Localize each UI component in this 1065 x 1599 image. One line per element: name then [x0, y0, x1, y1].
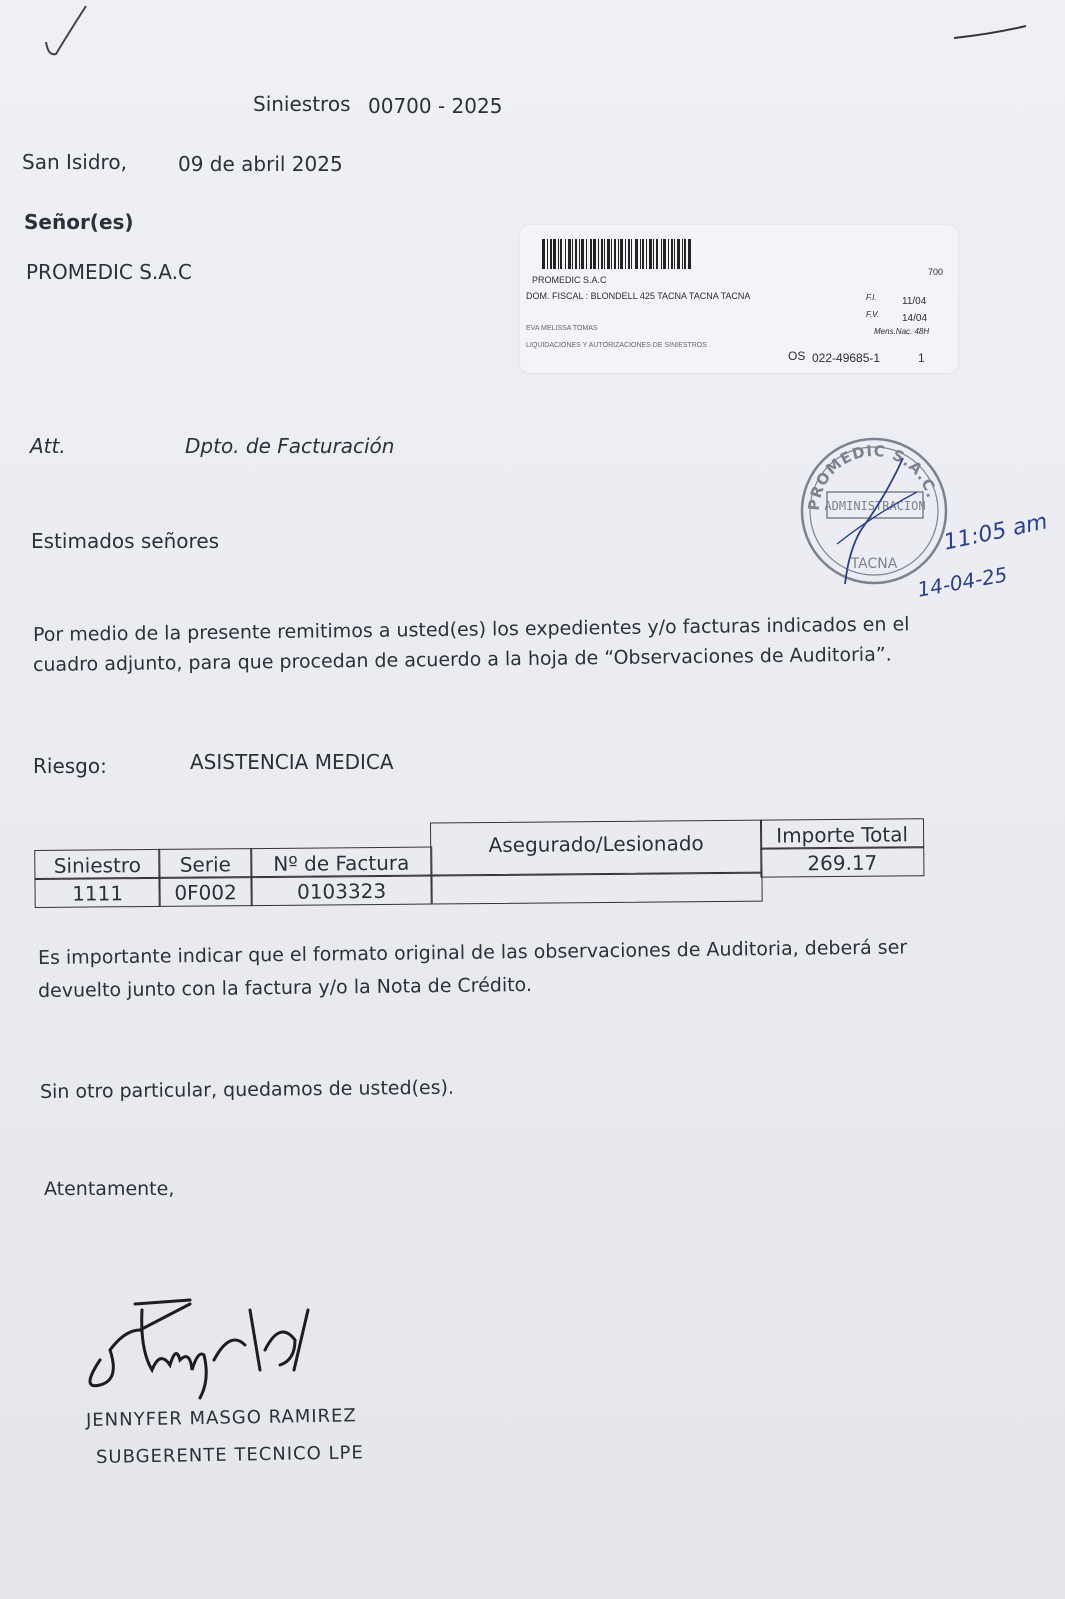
- note-line-2: devuelto junto con la factura y/o la Nota de Crédito.: [37, 973, 533, 1002]
- label-company: PROMEDIC S.A.C: [532, 275, 607, 285]
- reception-label: [520, 225, 958, 373]
- label-fv-label: F.V.: [866, 310, 880, 319]
- table-header: Nº de Factura: [250, 847, 432, 879]
- table-cell: 0F002: [158, 876, 252, 907]
- label-code: 700: [928, 267, 944, 277]
- city: San Isidro,: [22, 150, 127, 174]
- note-line-1: Es importante indicar que el formato original de las observaciones de Auditoria, deberá ser: [37, 936, 908, 969]
- recipient-name: PROMEDIC S.A.C: [26, 260, 192, 284]
- salutation: Señor(es): [24, 210, 134, 234]
- body-paragraph-line-1: Por medio de la presente remitimos a usted(es) los expedientes y/o facturas indicados en el: [32, 613, 910, 646]
- label-address: DOM. FISCAL : BLONDELL 425 TACNA TACNA TACNA: [526, 291, 751, 301]
- company-stamp: [797, 434, 951, 588]
- handwritten-date: 14-04-25: [915, 562, 1010, 602]
- reference-number: 00700 - 2025: [368, 94, 503, 118]
- signatory-name: JENNYFER MASGO RAMIREZ: [85, 1405, 357, 1431]
- stamp-city: TACNA: [850, 556, 898, 572]
- check-mark-icon: [38, 4, 98, 64]
- letter-date: 09 de abril 2025: [178, 152, 343, 176]
- att-value: Dpto. de Facturación: [185, 434, 395, 458]
- table-cell: 0103323: [250, 875, 432, 907]
- signatory-title: SUBGERENTE TECNICO LPE: [95, 1442, 364, 1468]
- label-fv-value: 14/04: [902, 313, 928, 324]
- closing: Sin otro particular, quedamos de usted(es).: [39, 1076, 455, 1103]
- table-header: Importe Total: [760, 818, 924, 849]
- risk-value: ASISTENCIA MEDICA: [190, 750, 394, 774]
- handwritten-time: 11:05 am: [941, 509, 1050, 556]
- label-fi-value: 11/04: [902, 296, 927, 307]
- label-os-count: 1: [918, 351, 925, 365]
- corner-dash-mark: [952, 22, 1032, 42]
- body-paragraph-line-2: cuadro adjunto, para que procedan de acuerdo a la hoja de “Observaciones de Auditoria”.: [32, 643, 892, 676]
- table-header: Serie: [158, 848, 252, 879]
- invoice-table: [34, 818, 941, 908]
- risk-label: Riesgo:: [33, 754, 107, 778]
- stamp-company: PROMEDIC S.A.C.: [804, 441, 942, 512]
- table-cell: 269.17: [760, 846, 924, 877]
- label-fi-label: F.I.: [866, 293, 877, 302]
- label-department: LIQUIDACIONES Y AUTORIZACIONES DE SINIESTROS: [526, 342, 707, 349]
- table-header: Asegurado/Lesionado: [430, 820, 762, 877]
- label-mens: Mens.Nac. 48H: [874, 327, 930, 336]
- stamp-department: ADMINISTRACION: [824, 499, 926, 513]
- label-os-label: OS: [788, 349, 806, 363]
- reference-label: Siniestros: [253, 92, 351, 116]
- sign-off: Atentamente,: [44, 1178, 175, 1200]
- table-cell: 1111: [34, 877, 160, 908]
- label-person: EVA MELISSA TOMAS: [526, 325, 598, 332]
- att-label: Att.: [30, 434, 66, 458]
- signature-icon: [80, 1290, 340, 1400]
- table-header: Siniestro: [34, 849, 160, 880]
- greeting: Estimados señores: [31, 529, 220, 553]
- table-cell: [430, 872, 762, 905]
- barcode: [542, 239, 772, 269]
- label-os-number: 022-49685-1: [812, 351, 881, 365]
